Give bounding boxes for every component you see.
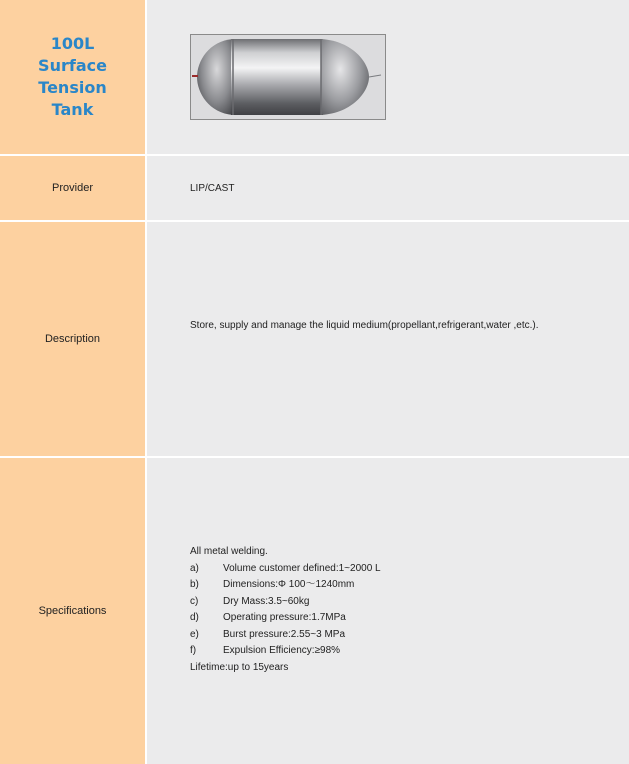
spec-letter: e) xyxy=(190,628,199,640)
image-cell xyxy=(147,0,629,154)
spec-letter: d) xyxy=(190,612,199,623)
spec-list xyxy=(190,544,381,676)
spec-item xyxy=(190,627,381,644)
spec-item xyxy=(190,561,381,578)
spec-intro: All metal welding. xyxy=(190,546,268,557)
provider-value: LIP/CAST xyxy=(190,183,235,194)
spec-item xyxy=(190,643,381,660)
spec-letter: a) xyxy=(190,562,199,574)
title-cell xyxy=(0,0,145,154)
spec-text: Volume customer defined:1~2000 L xyxy=(223,562,381,574)
spec-text: Operating pressure:1.7MPa xyxy=(223,612,346,623)
spec-footer: Lifetime:up to 15years xyxy=(190,661,289,673)
product-title: 100L Surface Tension Tank xyxy=(38,34,107,119)
provider-label: Provider xyxy=(0,156,145,220)
spec-letter: c) xyxy=(190,595,199,607)
tank-photo xyxy=(190,34,386,120)
spec-text: Burst pressure:2.55~3 MPa xyxy=(223,628,346,640)
provider-row xyxy=(0,156,629,220)
specifications-label: Specifications xyxy=(0,458,145,764)
spec-text: Dry Mass:3.5~60kg xyxy=(223,595,310,607)
spec-text: Expulsion Efficiency:≥98% xyxy=(223,645,341,656)
spec-item xyxy=(190,594,381,611)
spec-letter: f) xyxy=(190,645,197,656)
spec-item xyxy=(190,610,381,627)
provider-cell xyxy=(147,156,629,220)
tank-illustration xyxy=(191,35,385,119)
spec-text: Dimensions:Φ 100～1240mm xyxy=(223,579,355,590)
specifications-cell xyxy=(147,458,629,764)
description-label: Description xyxy=(0,222,145,456)
specifications-row xyxy=(0,458,629,764)
spec-item xyxy=(190,577,381,594)
spec-letter: b) xyxy=(190,579,199,590)
description-cell xyxy=(147,222,629,456)
description-row xyxy=(0,222,629,456)
title-row xyxy=(0,0,629,154)
description-value: Store, supply and manage the liquid medium(propellant,refrigerant,water ,etc.). xyxy=(190,320,539,331)
